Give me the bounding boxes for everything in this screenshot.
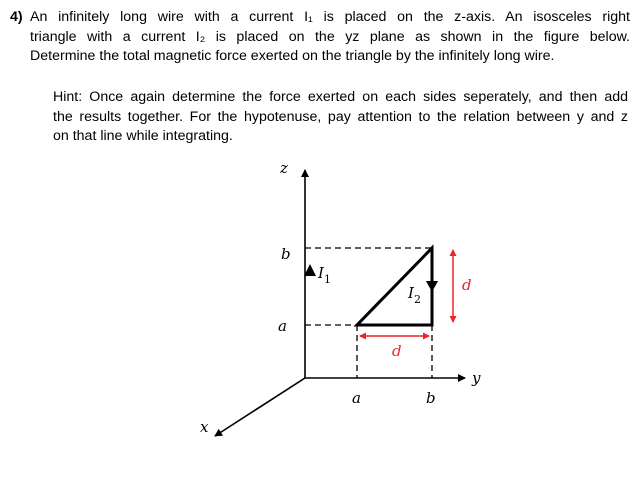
i2-current-arrow xyxy=(426,281,438,292)
label-i1-main: I xyxy=(318,264,324,282)
label-a-on-y: a xyxy=(352,389,361,407)
label-i2 xyxy=(407,284,421,306)
triangle-loop xyxy=(357,248,432,325)
hint-line-3: on that line while integrating. xyxy=(53,128,233,144)
label-x-axis: x xyxy=(200,418,209,436)
label-d-vertical: d xyxy=(462,276,472,294)
hint-line-2: the results together. For the hypotenuse, pay attention to the relation between y and z xyxy=(53,108,628,125)
label-a-on-z: a xyxy=(278,317,287,335)
problem-line-3: Determine the total magnetic force exerted on the triangle by the infinitely long wire. xyxy=(30,48,555,64)
label-i2-main: I xyxy=(408,284,414,302)
label-i1-subscript: 1 xyxy=(323,273,331,286)
label-i2-subscript: 2 xyxy=(413,293,421,306)
label-i1 xyxy=(317,264,331,286)
problem-line-2: triangle with a current I₂ is placed on the yz plane as shown in the figure below. xyxy=(30,28,630,45)
label-b-on-y: b xyxy=(426,389,436,407)
label-y-axis: y xyxy=(472,369,481,387)
problem-line-1: An infinitely long wire with a current I₁ is placed on the z-axis. An isosceles right xyxy=(30,9,630,25)
hint-line-1: Hint: Once again determine the force exerted on each sides seperately, and then add xyxy=(53,89,628,105)
problem-number: 4) xyxy=(10,9,23,25)
label-b-on-z: b xyxy=(281,245,291,263)
x-axis xyxy=(215,378,305,436)
label-d-horizontal: d xyxy=(392,342,402,360)
label-z-axis: z xyxy=(280,159,288,177)
